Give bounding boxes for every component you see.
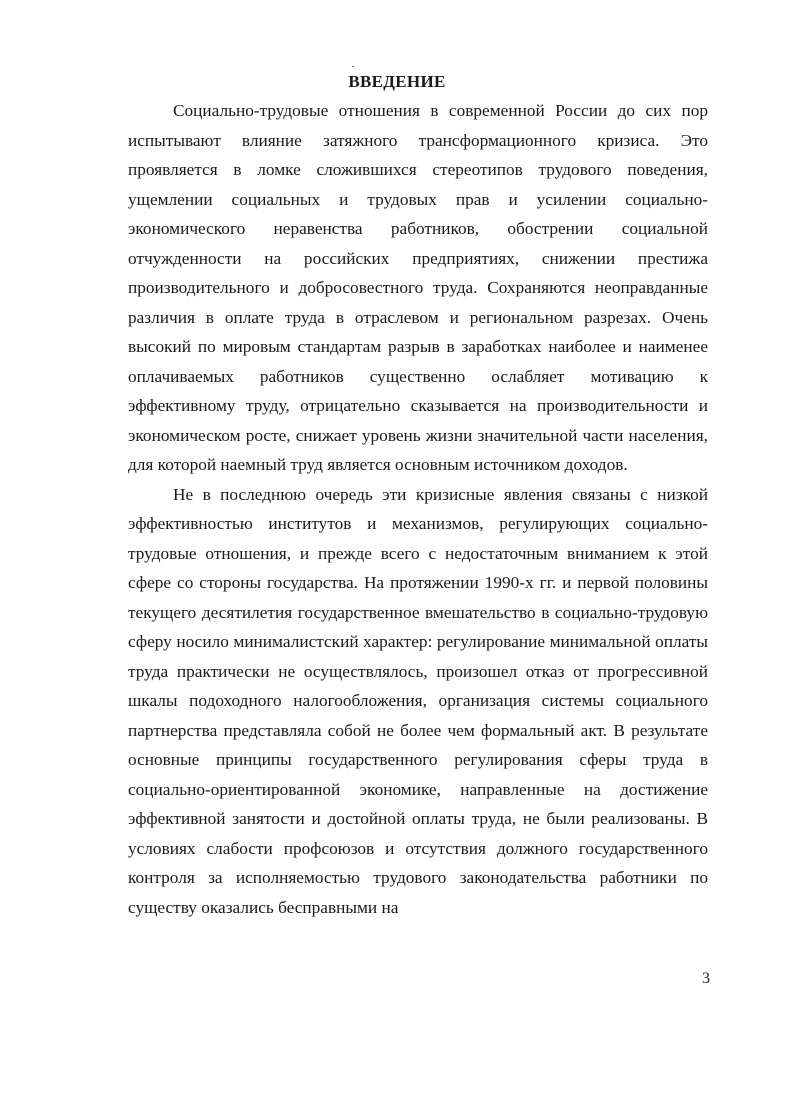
- body-text: [128, 96, 708, 922]
- paragraph-2: Не в последнюю очередь эти кризисные явления связаны с низкой эффективностью институтов и механизмов, регулирующих социально-трудовые отношения, и прежде всего с недостаточным вниманием к этой сфере со стороны государства. На протяжении 1990-х гг. и первой половины текущего десятилетия государственное вмешательство в социально-трудовую сферу носило минималистский характер: регулирование минимальной оплаты труда практически не осуществлялось, произошел отказ от прогрессивной шкалы подоходного налогообложения, организация системы социального партнерства представляла собой не более чем формальный акт. В результате основные принципы государственного регулирования сферы труда в социально-ориентированной экономике, направленные на достижение эффективной занятости и достойной оплаты труда, не были реализованы. В условиях слабости профсоюзов и отсутствия должного государственного контроля за исполняемостью трудового законодательства работники по существу оказались бесправными на: [128, 484, 708, 917]
- paragraph-1: Социально-трудовые отношения в современной России до сих пор испытывают влияние затяжного трансформационного кризиса. Это проявляется в ломке сложившихся стереотипов трудового поведения, ущемлении социальных и трудовых прав и усилении социально-экономического неравенства работников, обострении социальной отчужденности на российских предприятиях, снижении престижа производительного и добросовестного труда. Сохраняются неоправданные различия в оплате труда в отраслевом и региональном разрезах. Очень высокий по мировым стандартам разрыв в заработках наиболее и наименее оплачиваемых работников существенно ослабляет мотивацию к эффективному труду, отрицательно сказывается на производительности и экономическом росте, снижает уровень жизни значительной части населения, для которой наемный труд является основным источником доходов.: [128, 101, 708, 474]
- page-title: ВВЕДЕНИЕ: [348, 72, 446, 91]
- scan-speck: [352, 66, 354, 67]
- page-number: 3: [702, 970, 710, 987]
